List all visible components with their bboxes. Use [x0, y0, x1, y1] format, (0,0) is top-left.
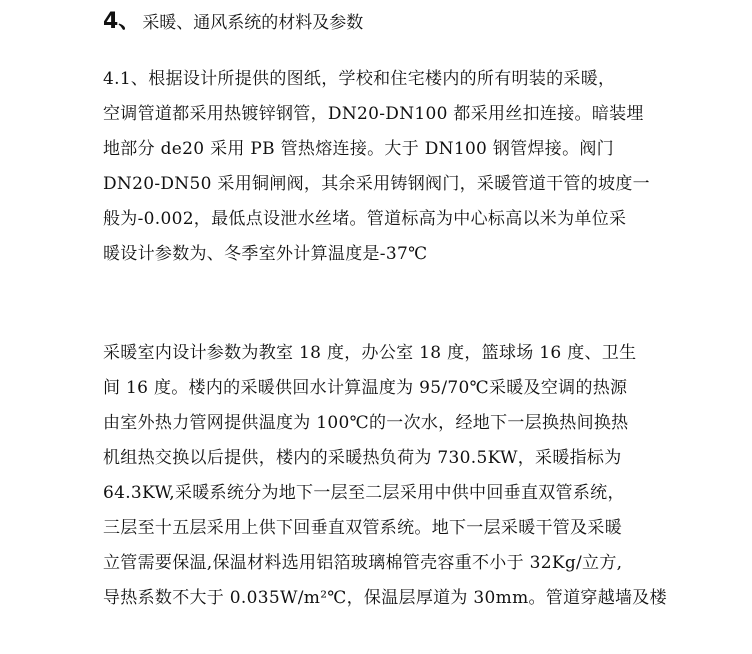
paragraph-line: 空调管道都采用热镀锌钢管，DN20-DN100 都采用丝扣连接。暗装埋 — [103, 104, 644, 124]
paragraph-line: 地部分 de20 采用 PB 管热熔连接。大于 DN100 钢管焊接。阀门 — [103, 139, 614, 159]
paragraph-line: 4.1、根据设计所提供的图纸，学校和住宅楼内的所有明装的采暖， — [103, 69, 616, 89]
section-title: 采暖、通风系统的材料及参数 — [142, 13, 364, 33]
paragraph-line: 般为-0.002，最低点设泄水丝堵。管道标高为中心标高以米为单位采 — [103, 209, 627, 229]
paragraph-line: 三层至十五层采用上供下回垂直双管系统。地下一层采暖干管及采暖 — [103, 518, 622, 538]
paragraph-parameters — [103, 336, 667, 616]
paragraph-line: 采暖室内设计参数为教室 18 度，办公室 18 度，篮球场 16 度、卫生 — [103, 343, 637, 363]
paragraph-line: 64.3KW,采暖系统分为地下一层至二层采用中供中回垂直双管系统， — [103, 483, 625, 503]
paragraph-line: 间 16 度。楼内的采暖供回水计算温度为 95/70℃采暖及空调的热源 — [103, 378, 628, 398]
paragraph-line: 暖设计参数为、冬季室外计算温度是-37℃ — [103, 244, 428, 264]
paragraph-line: DN20-DN50 采用铜闸阀，其余采用铸钢阀门，采暖管道干管的坡度一 — [103, 174, 650, 194]
section-number: 4、 — [103, 9, 141, 34]
paragraph-line: 机组热交换以后提供，楼内的采暖热负荷为 730.5KW，采暖指标为 — [103, 448, 622, 468]
paragraph-line: 立管需要保温,保温材料选用铝箔玻璃棉管壳容重不小于 32Kg/立方, — [103, 553, 623, 573]
section-heading — [103, 4, 363, 34]
paragraph-line: 由室外热力管网提供温度为 100℃的一次水，经地下一层换热间换热 — [103, 413, 629, 433]
paragraph-line: 导热系数不大于 0.035W/m²℃，保温层厚道为 30mm。管道穿越墙及楼 — [103, 588, 667, 608]
paragraph-materials — [103, 62, 663, 272]
